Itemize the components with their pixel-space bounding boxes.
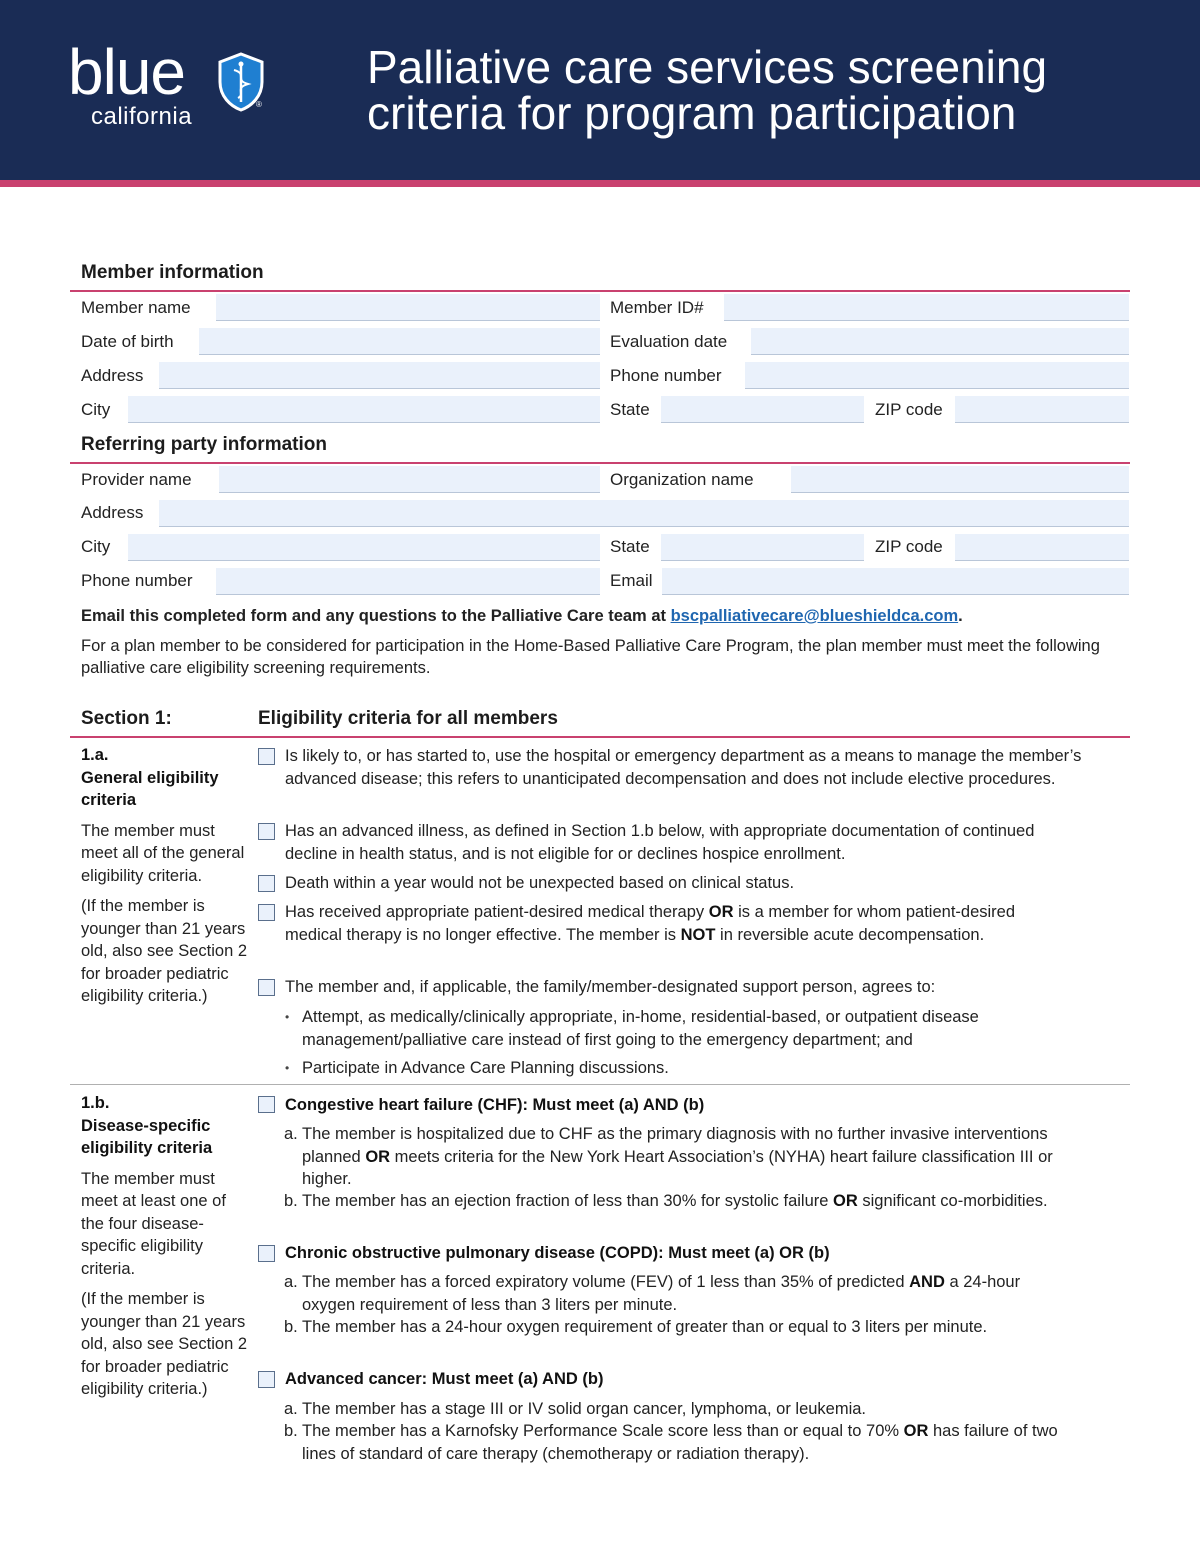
member-info-rule <box>70 290 1130 292</box>
cancer-a-marker: a. <box>284 1400 298 1418</box>
chf-a-or: OR <box>365 1147 391 1166</box>
member-address-label: Address <box>81 366 144 385</box>
cancer-title: Advanced cancer: Must meet (a) AND (b) <box>285 1370 604 1388</box>
s1a-item5-checkbox[interactable] <box>258 979 275 996</box>
member-state-field[interactable] <box>661 396 864 423</box>
s1a-item4-part-b: is a member for whom patient-desired medical therapy is no longer effective. The member is <box>285 903 1016 944</box>
chf-b-part2: significant co-morbidities. <box>857 1192 1048 1210</box>
page-title <box>367 41 1048 139</box>
section1-rule <box>70 736 1130 738</box>
s1a-item3-checkbox[interactable] <box>258 875 275 892</box>
member-city-label: City <box>81 400 111 419</box>
referring-heading: Referring party information <box>81 434 327 455</box>
section1-heading: Eligibility criteria for all members <box>258 708 558 729</box>
ref-state-label: State <box>610 537 650 556</box>
cancer-b-part1: The member has a Karnofsky Performance Scale score less than or equal to 70% <box>302 1422 904 1440</box>
ref-phone-field[interactable] <box>216 568 600 595</box>
intro-paragraph: For a plan member to be considered for participation in the Home-Based Palliative Care Program, the plan member must meet the following palliative care eligibility screening requirements. <box>81 637 1100 677</box>
cancer-b-part2: has failure of two lines of standard of care therapy (chemotherapy or radiation therapy). <box>302 1422 1058 1463</box>
member-phone-field[interactable] <box>745 362 1129 389</box>
email-instruction-text: Email this completed form and any questions to the Palliative Care team at <box>81 607 671 625</box>
s1a-bullet1-text: Attempt, as medically/clinically appropriate, in-home, residential-based, or outpatient disease management/palliative care instead of first going to the emergency department; and <box>302 1008 979 1049</box>
chf-a-text <box>302 1123 1102 1191</box>
ref-phone-label: Phone number <box>81 571 193 590</box>
chf-a-part2: meets criteria for the New York Heart Association’s (NYHA) heart failure classification III or higher. <box>302 1147 1053 1188</box>
s1a-item3-text: Death within a year would not be unexpected based on clinical status. <box>285 874 795 892</box>
copd-a-part1: The member has a forced expiratory volume (FEV) of 1 less than 35% of predicted <box>302 1273 910 1291</box>
ref-zip-field[interactable] <box>955 534 1129 561</box>
contact-email-link[interactable]: bscpalliativecare@blueshieldca.com <box>670 607 959 625</box>
s1b-number: 1.b. <box>81 1094 110 1112</box>
member-state-label: State <box>610 400 650 419</box>
registered-mark: ® <box>256 100 262 109</box>
copd-checkbox[interactable] <box>258 1245 275 1262</box>
logo-word: blue <box>68 36 185 108</box>
member-id-field[interactable] <box>724 294 1129 321</box>
ref-address-field[interactable] <box>159 500 1129 527</box>
s1a-item1-checkbox[interactable] <box>258 748 275 765</box>
member-zip-field[interactable] <box>955 396 1129 423</box>
title-line-1: Palliative care services screening <box>367 41 1048 93</box>
s1a-sidebar <box>81 744 251 1016</box>
chf-a-marker: a. <box>284 1125 298 1143</box>
s1a-item4-part-a: Has received appropriate patient-desired medical therapy <box>285 903 709 921</box>
member-address-field[interactable] <box>159 362 600 389</box>
email-instruction-end: . <box>958 607 963 625</box>
page-header <box>0 0 1200 180</box>
ref-email-field[interactable] <box>662 568 1129 595</box>
chf-checkbox[interactable] <box>258 1096 275 1113</box>
member-zip-label: ZIP code <box>875 400 943 419</box>
org-name-label: Organization name <box>610 470 754 489</box>
dob-field[interactable] <box>199 328 600 355</box>
provider-name-label: Provider name <box>81 470 192 489</box>
member-name-label: Member name <box>81 298 191 317</box>
s1b-title: Disease-specific eligibility criteria <box>81 1116 213 1157</box>
copd-b-text: The member has a 24-hour oxygen requirement of greater than or equal to 3 liters per minute. <box>302 1318 988 1336</box>
ref-zip-label: ZIP code <box>875 537 943 556</box>
ref-city-label: City <box>81 537 111 556</box>
header-accent-stripe <box>0 180 1200 187</box>
dob-label: Date of birth <box>81 332 174 351</box>
member-name-field[interactable] <box>216 294 600 321</box>
cancer-b-or: OR <box>903 1422 929 1440</box>
copd-a-marker: a. <box>284 1273 298 1291</box>
title-line-2: criteria for program participation <box>367 87 1017 139</box>
ref-city-field[interactable] <box>128 534 600 561</box>
s1b-description: The member must meet at least one of the four disease-specific eligibility criteria. <box>81 1169 226 1278</box>
member-phone-label: Phone number <box>610 366 722 385</box>
s1a-note: (If the member is younger than 21 years old, also see Section 2 for broader pediatric eligibility criteria.) <box>81 897 248 1005</box>
s1a-item4-part-c: in reversible acute decompensation. <box>715 925 985 944</box>
s1a-item5-text: The member and, if applicable, the family/member-designated support person, agrees to: <box>285 978 936 996</box>
ref-address-label: Address <box>81 503 144 522</box>
logo-subtext: california <box>91 103 193 130</box>
copd-b-marker: b. <box>284 1318 298 1336</box>
chf-title: Congestive heart failure (CHF): Must meet (a) AND (b) <box>285 1096 705 1114</box>
s1b-note: (If the member is younger than 21 years old, also see Section 2 for broader pediatric eligibility criteria.) <box>81 1290 248 1398</box>
eval-date-label: Evaluation date <box>610 332 728 351</box>
s1a-item2-text: Has an advanced illness, as defined in Section 1.b below, with appropriate documentation of continued decline in health status, and is not eligible for or declines hospice enrollment. <box>285 822 1035 863</box>
s1a-s1b-divider <box>70 1084 1130 1085</box>
email-instruction <box>81 605 1126 627</box>
copd-a-part2: a 24-hour oxygen requirement of less than 3 liters per minute. <box>302 1273 1021 1314</box>
s1a-item4-text <box>285 901 1055 946</box>
chf-a-part1: The member is hospitalized due to CHF as the primary diagnosis with no further invasive interventions planned <box>302 1125 1048 1166</box>
member-city-field[interactable] <box>128 396 600 423</box>
s1a-item1-text: Is likely to, or has started to, use the hospital or emergency department as a means to manage the member’s advanced disease; this refers to unanticipated decompensation and does not include elective procedures. <box>285 747 1082 788</box>
provider-name-field[interactable] <box>219 466 600 493</box>
ref-email-label: Email <box>610 571 653 590</box>
chf-b-part1: The member has an ejection fraction of less than 30% for systolic failure <box>302 1192 834 1210</box>
member-id-label: Member ID# <box>610 298 704 317</box>
s1a-item4-not: NOT <box>680 925 716 944</box>
copd-a-text <box>302 1271 1062 1316</box>
s1a-item4-or: OR <box>708 903 734 921</box>
chf-b-marker: b. <box>284 1192 298 1210</box>
referring-rule <box>70 462 1130 464</box>
chf-b-or: OR <box>833 1192 858 1210</box>
s1a-title: General eligibility criteria <box>81 768 219 809</box>
org-name-field[interactable] <box>791 466 1129 493</box>
s1a-bullet1-marker: • <box>285 1010 290 1024</box>
member-info-heading: Member information <box>81 262 264 283</box>
cancer-a-text: The member has a stage III or IV solid organ cancer, lymphoma, or leukemia. <box>302 1400 867 1418</box>
cancer-b-marker: b. <box>284 1422 298 1440</box>
s1a-description: The member must meet all of the general eligibility criteria. <box>81 821 245 885</box>
s1a-item4-checkbox[interactable] <box>258 904 275 921</box>
eval-date-field[interactable] <box>751 328 1129 355</box>
cancer-checkbox[interactable] <box>258 1371 275 1388</box>
s1a-item2-checkbox[interactable] <box>258 823 275 840</box>
s1a-bullet2-text: Participate in Advance Care Planning discussions. <box>302 1059 669 1077</box>
copd-title: Chronic obstructive pulmonary disease (COPD): Must meet (a) OR (b) <box>285 1244 830 1262</box>
section1-label: Section 1: <box>81 708 172 729</box>
s1b-sidebar <box>81 1092 251 1409</box>
s1a-bullet2-marker: • <box>285 1061 290 1075</box>
chf-b-text <box>302 1190 1062 1213</box>
copd-a-and: AND <box>909 1273 945 1291</box>
ref-state-field[interactable] <box>661 534 864 561</box>
cancer-b-text <box>302 1420 1092 1465</box>
s1a-number: 1.a. <box>81 746 109 764</box>
